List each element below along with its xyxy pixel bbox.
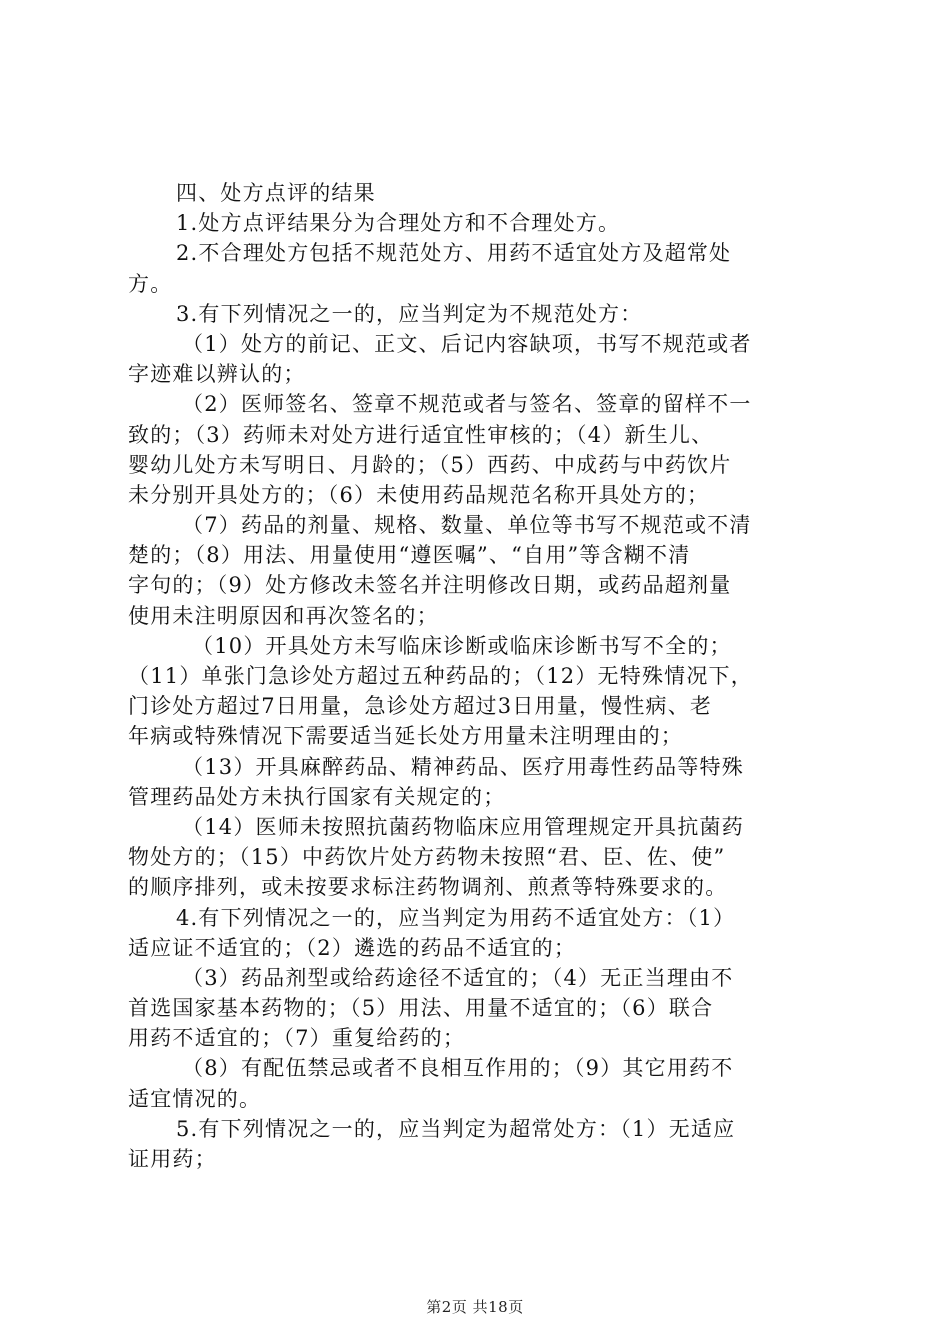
text-line: （2）医师签名、签章不规范或者与签名、签章的留样不一	[182, 392, 752, 417]
text-line: （8）有配伍禁忌或者不良相互作用的；（9）其它用药不	[182, 1056, 734, 1081]
text-line: 字句的；（9）处方修改未签名并注明修改日期，或药品超剂量	[128, 573, 732, 598]
text-line: 的顺序排列，或未按要求标注药物调剂、煎煮等特殊要求的。	[128, 875, 728, 900]
text-line: 方。	[128, 271, 173, 296]
text-line: 婴幼儿处方未写明日、月龄的；（5）西药、中成药与中药饮片	[128, 452, 732, 477]
text-line: 年病或特殊情况下需要适当延长处方用量未注明理由的；	[128, 724, 683, 749]
text-line: 适应证不适宜的；（2）遴选的药品不适宜的；	[128, 935, 577, 960]
text-line: 4.有下列情况之一的，应当判定为用药不适宜处方：（1）	[176, 905, 736, 930]
text-line: 用药不适宜的；（7）重复给药的；	[128, 1026, 466, 1051]
document-body	[128, 178, 838, 1174]
text-line: 1.处方点评结果分为合理处方和不合理处方。	[176, 211, 621, 236]
text-line: 门诊处方超过7日用量，急诊处方超过3日用量，慢性病、老	[128, 694, 713, 719]
text-line: （14）医师未按照抗菌药物临床应用管理规定开具抗菌药	[182, 814, 744, 839]
text-line: 适宜情况的。	[128, 1086, 262, 1111]
text-line: （1）处方的前记、正文、后记内容缺项，书写不规范或者	[182, 331, 752, 356]
text-line: 物处方的；（15）中药饮片处方药物未按照“君、臣、佐、使”	[128, 845, 726, 870]
text-line: 楚的；（8）用法、用量使用“遵医嘱”、“自用”等含糊不清	[128, 543, 691, 568]
text-line: （13）开具麻醉药品、精神药品、医疗用毒性药品等特殊	[182, 754, 744, 779]
text-line: 使用未注明原因和再次签名的；	[128, 603, 439, 628]
text-line: 管理药品处方未执行国家有关规定的；	[128, 784, 506, 809]
text-line: （7）药品的剂量、规格、数量、单位等书写不规范或不清	[182, 513, 752, 538]
text-line: 2.不合理处方包括不规范处方、用药不适宜处方及超常处	[176, 241, 732, 266]
text-line: （3）药品剂型或给药途径不适宜的；（4）无正当理由不	[182, 965, 734, 990]
text-line: 字迹难以辨认的；	[128, 362, 306, 387]
text-line: 5.有下列情况之一的，应当判定为超常处方：（1）无适应	[176, 1116, 736, 1141]
text-line: 证用药；	[128, 1147, 217, 1171]
text-line: 四、处方点评的结果	[176, 181, 376, 205]
text-line: 3.有下列情况之一的，应当判定为不规范处方：	[176, 301, 643, 326]
text-line: 致的；（3）药师未对处方进行适宜性审核的；（4）新生儿、	[128, 422, 714, 447]
page-footer: 第2页 共18页	[426, 1298, 524, 1316]
text-line: （10）开具处方未写临床诊断或临床诊断书写不全的；	[192, 633, 732, 658]
text-line: （11）单张门急诊处方超过五种药品的；（12）无特殊情况下，	[128, 664, 753, 688]
text-line: 首选国家基本药物的；（5）用法、用量不适宜的；（6）联合	[128, 996, 714, 1021]
text-line: 未分别开具处方的；（6）未使用药品规范名称开具处方的；	[128, 482, 710, 507]
